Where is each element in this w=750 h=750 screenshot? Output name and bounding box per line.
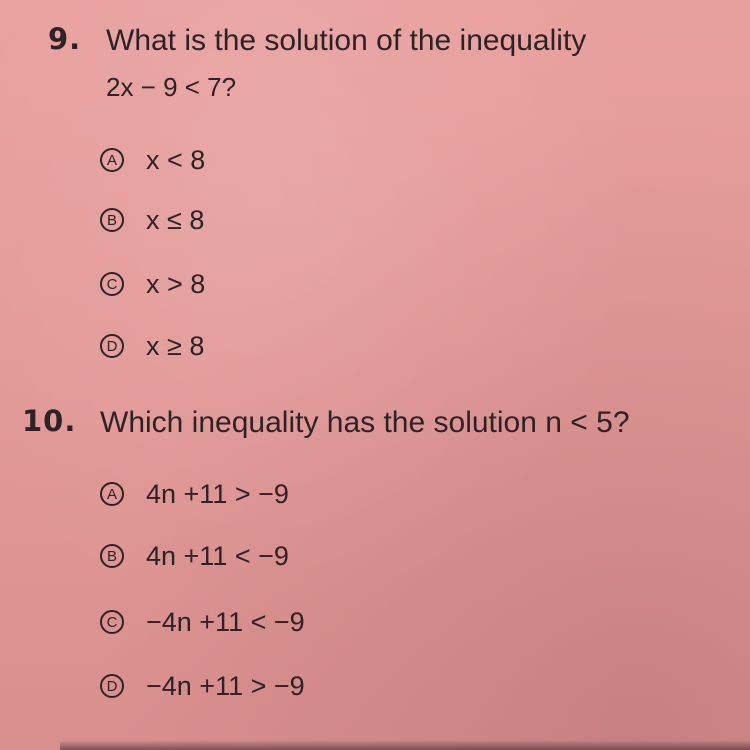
question-9-number: 9. <box>48 22 82 56</box>
choice-text: 4n +11 > −9 <box>146 478 289 509</box>
question-9-choice-d[interactable] <box>100 328 204 364</box>
question-10-choice-c[interactable] <box>100 604 305 640</box>
choice-text: −4n +11 > −9 <box>146 670 305 701</box>
choice-text: −4n +11 < −9 <box>146 606 305 637</box>
answer-bubble-c[interactable]: C <box>100 272 124 296</box>
answer-bubble-d[interactable]: D <box>100 674 124 698</box>
answer-bubble-b[interactable]: B <box>100 544 124 568</box>
question-9-text-line1: What is the solution of the inequality <box>106 24 587 57</box>
question-9-choice-c[interactable] <box>100 266 205 302</box>
question-10-number: 10. <box>22 404 77 438</box>
choice-text: 4n +11 < −9 <box>146 540 289 571</box>
choice-text: x ≤ 8 <box>146 204 205 235</box>
question-10-choice-d[interactable] <box>100 668 305 704</box>
question-10-choice-a[interactable] <box>100 476 289 512</box>
question-9-choice-a[interactable] <box>100 142 205 178</box>
answer-bubble-b[interactable]: B <box>100 208 124 232</box>
cropped-next-question-text <box>60 740 750 750</box>
answer-bubble-a[interactable]: A <box>100 148 124 172</box>
question-9-text-line2: 2x − 9 < 7? <box>106 72 237 102</box>
choice-text: x ≥ 8 <box>146 330 205 361</box>
answer-bubble-d[interactable]: D <box>100 334 124 358</box>
answer-bubble-a[interactable]: A <box>100 482 124 506</box>
question-9-choice-b[interactable] <box>100 202 204 238</box>
choice-text: x < 8 <box>146 144 206 175</box>
question-10-choice-b[interactable] <box>100 538 289 574</box>
answer-bubble-c[interactable]: C <box>100 610 124 634</box>
question-10-text: Which inequality has the solution n < 5? <box>100 406 630 439</box>
choice-text: x > 8 <box>146 268 206 299</box>
